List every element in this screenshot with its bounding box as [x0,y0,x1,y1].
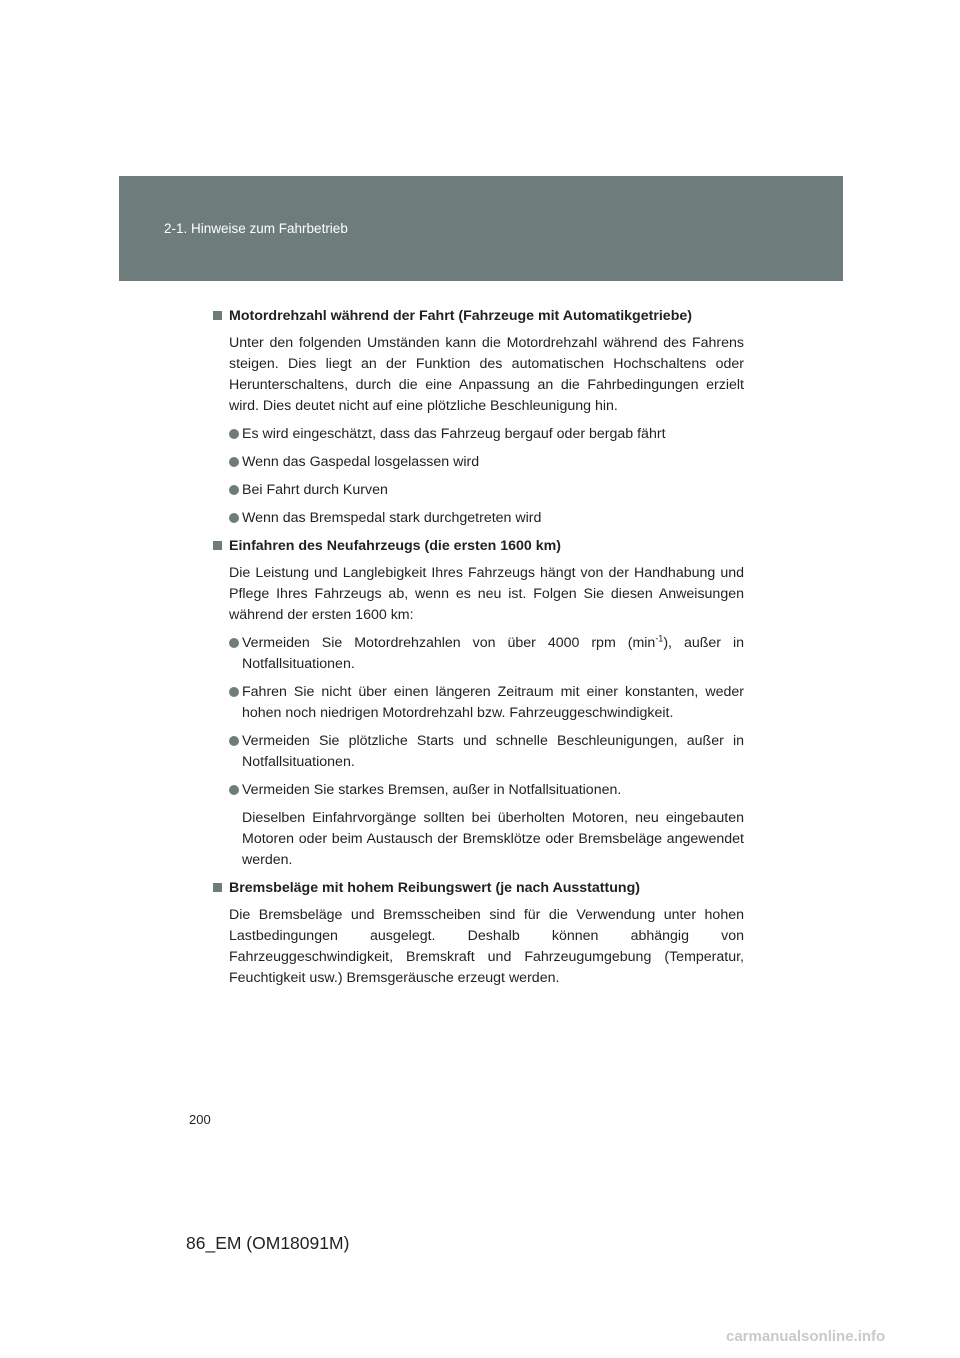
list-item: Fahren Sie nicht über einen längeren Zeitraum mit einer konstanten, weder hohen noch niedrigen Motordrehzahl bzw. Fahrzeuggeschwindigkeit. [229,682,744,724]
list-item: Vermeiden Sie starkes Bremsen, außer in Notfallsituationen. [229,780,744,801]
list-item: Wenn das Bremspedal stark durchgetreten wird [229,508,744,529]
circle-bullet-icon [229,638,239,648]
section-heading-break-in: Einfahren des Neufahrzeugs (die ersten 1600 km) [213,536,744,557]
circle-bullet-icon [229,429,239,439]
section-title: 2-1. Hinweise zum Fahrbetrieb [164,221,348,236]
list-item: Es wird eingeschätzt, dass das Fahrzeug bergauf oder bergab fährt [229,424,744,445]
circle-bullet-icon [229,785,239,795]
section-heading-brake-pads: Bremsbeläge mit hohem Reibungswert (je nach Ausstattung) [213,878,744,899]
paragraph: Die Leistung und Langlebigkeit Ihres Fahrzeugs hängt von der Handhabung und Pflege Ihres Fahrzeugs ab, wenn es neu ist. Folgen Sie diesen Anweisungen während der ersten 1600 km: [229,565,744,623]
list-item: Vermeiden Sie plötzliche Starts und schnelle Beschleunigungen, außer in Notfallsituationen. [229,731,744,773]
square-bullet-icon [213,541,222,550]
circle-bullet-icon [229,485,239,495]
paragraph: Unter den folgenden Umständen kann die Motordrehzahl während des Fahrens steigen. Dies liegt an der Funktion des automatischen Hochschaltens oder Herunterschaltens, durch die eine Anpassung an die Fahrbedingungen erzielt wird. Dies deutet nicht auf eine plötzliche Beschleunigung hin. [229,335,744,414]
section-heading-engine-speed: Motordrehzahl während der Fahrt (Fahrzeuge mit Automatikgetriebe) [213,306,744,327]
circle-bullet-icon [229,457,239,467]
circle-bullet-icon [229,513,239,523]
circle-bullet-icon [229,736,239,746]
list-item: Bei Fahrt durch Kurven [229,480,744,501]
list-item: Wenn das Gaspedal losgelassen wird [229,452,744,473]
page-number: 200 [189,1112,211,1127]
list-item: Vermeiden Sie Motordrehzahlen von über 4000 rpm $(\min^{-1})$, außer in Notfallsituationen. [229,633,744,675]
square-bullet-icon [213,883,222,892]
document-code: 86_EM (OM18091M) [186,1233,350,1253]
watermark: carmanualsonline.info [726,1328,886,1345]
circle-bullet-icon [229,687,239,697]
note-paragraph: Dieselben Einfahrvorgänge sollten bei überholten Motoren, neu eingebauten Motoren oder beim Austausch der Bremsklötze oder Bremsbeläge angewendet werden. [242,810,744,868]
paragraph: Die Bremsbeläge und Bremsscheiben sind für die Verwendung unter hohen Lastbedingungen ausgelegt. Deshalb können abhängig von Fahrzeuggeschwindigkeit, Bremskraft und Fahrzeugumgebung (Temperatur, Feuchtigkeit usw.) Bremsgeräusche erzeugt werden. [229,907,744,986]
square-bullet-icon [213,311,222,320]
page-content [213,306,744,996]
